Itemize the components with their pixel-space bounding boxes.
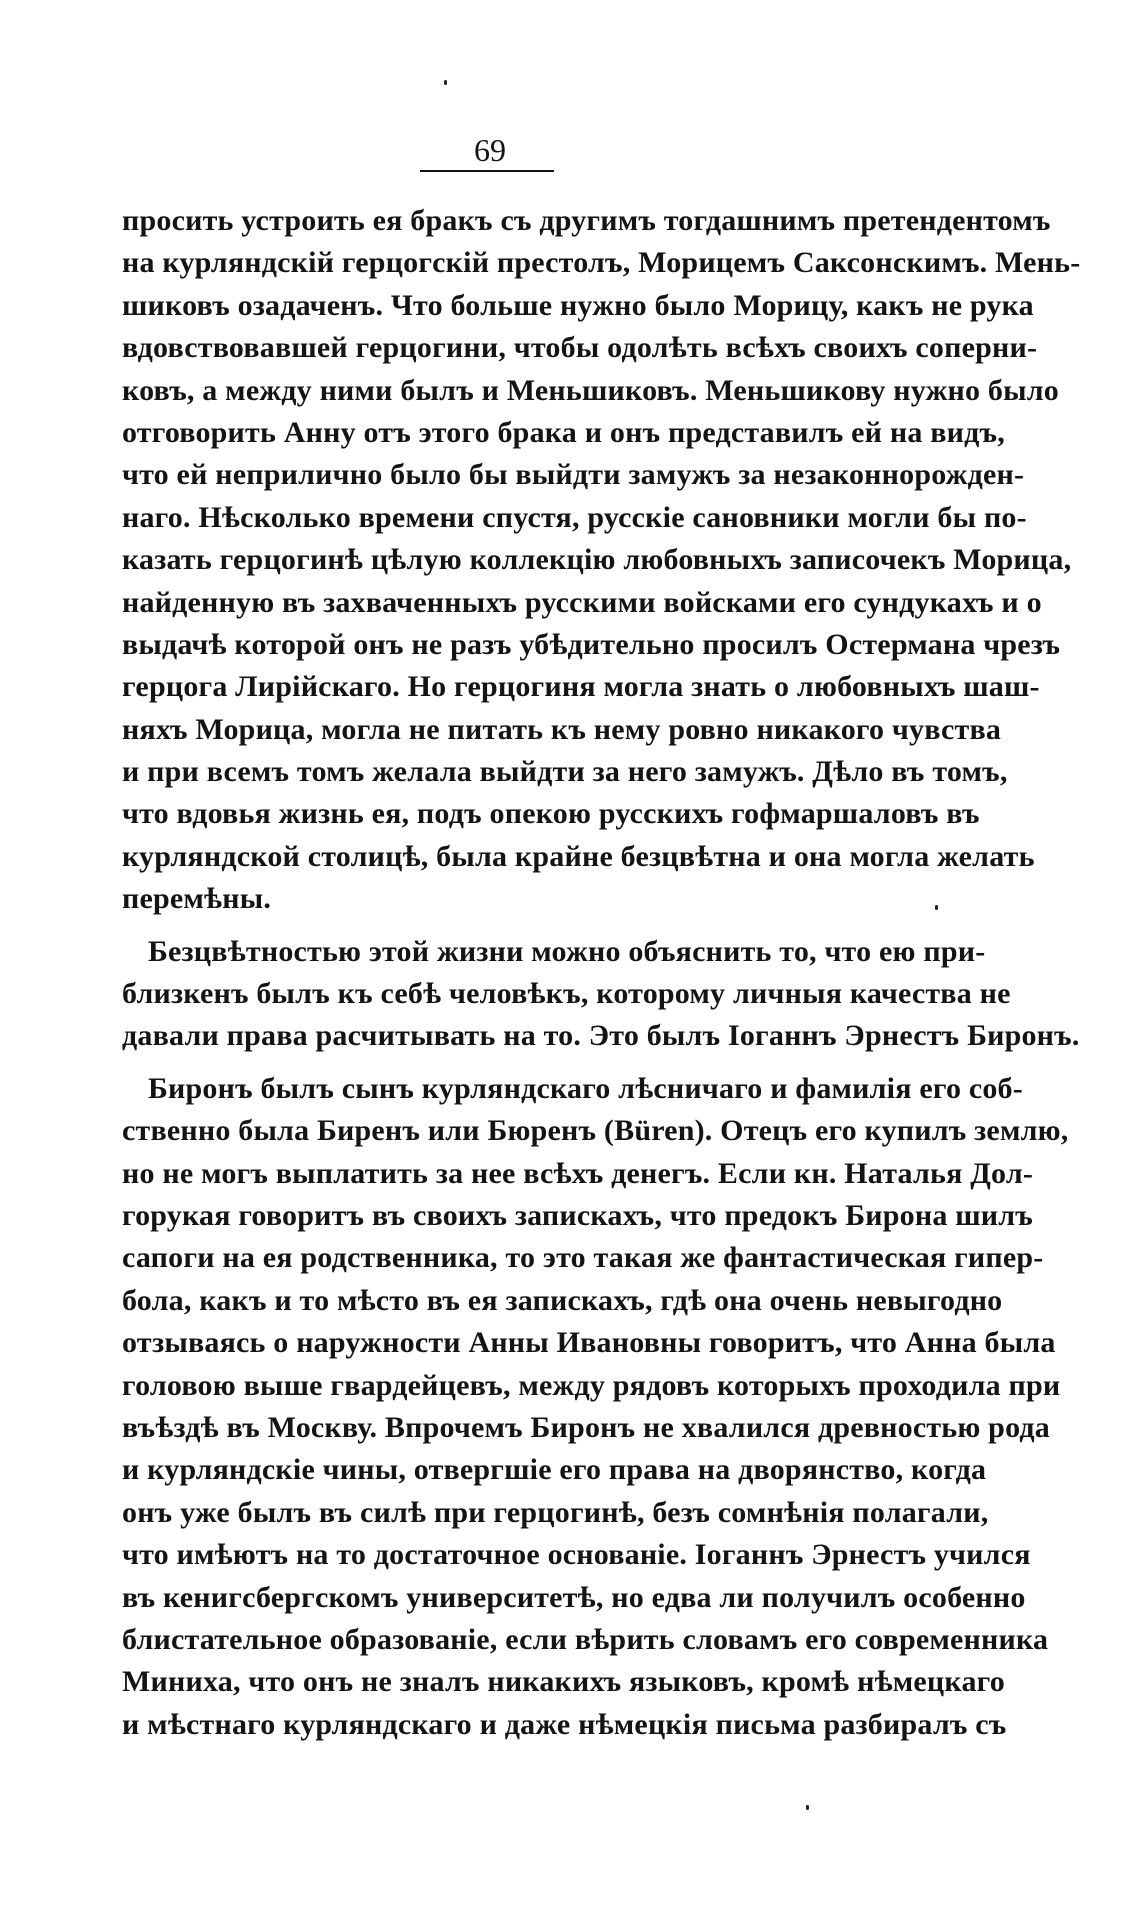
text-line: и курляндскіе чины, отвергшіе его права на дворянство, когда [122, 1453, 987, 1487]
text-line: въѣздѣ въ Москву. Впрочемъ Биронъ не хвалился древностью рода [122, 1410, 1050, 1444]
text-line: головою выше гвардейцевъ, между рядовъ которыхъ проходила при [122, 1368, 1061, 1402]
text-line: наго. Нѣсколько времени спустя, русскіе сановники могли бы по- [122, 500, 1027, 534]
text-line: что вдовья жизнь ея, подъ опекою русскихъ гофмаршаловъ въ [122, 797, 980, 831]
text-line: няхъ Морица, могла не питать къ нему ровно никакого чувства [122, 712, 1002, 746]
text-line: и при всемъ томъ желала выйдти за него замужъ. Дѣло въ томъ, [122, 755, 1008, 789]
text-line: отзываясь о наружности Анны Ивановны говоритъ, что Анна была [122, 1326, 1056, 1360]
paragraph-gap [122, 1058, 912, 1068]
text-line: блистательное образованіе, если вѣрить словамъ его современника [122, 1622, 1049, 1656]
text-line: Безцвѣтностью этой жизни можно объяснить то, что ею при- [148, 934, 986, 968]
print-speck [806, 1805, 809, 1810]
text-line: сапоги на ея родственника, то это такая же фантастическая гипер- [122, 1241, 1044, 1275]
text-line: и мѣстнаго курляндскаго и даже нѣмецкія письма разбиралъ съ [122, 1707, 1007, 1741]
text-line: вдовствовавшей герцогини, чтобы одолѣть всѣхъ своихъ соперни- [122, 331, 1038, 365]
text-line: на курляндскій герцогскій престолъ, Морицемъ Саксонскимъ. Мень- [122, 246, 1081, 280]
print-speck [935, 905, 938, 910]
text-line: что ей неприлично было бы выйдти замужъ за незаконнорожден- [122, 458, 1025, 492]
paragraph [122, 200, 1081, 921]
text-line: герцога Лирійскаго. Но герцогиня могла знать о любовныхъ шаш- [122, 670, 1040, 704]
page-number-underline [420, 170, 554, 172]
text-line: но не могъ выплатить за нее всѣхъ денегъ. Если кн. Наталья Дол- [122, 1156, 1034, 1190]
paragraph-gap [122, 921, 912, 931]
text-line: выдачѣ которой онъ не разъ убѣдительно просилъ Остермана чрезъ [122, 627, 1061, 661]
text-line: Биронъ былъ сынъ курляндскаго лѣсничаго и фамилія его соб- [148, 1071, 1023, 1105]
text-line: просить устроить ея бракъ съ другимъ тогдашнимъ претендентомъ [122, 204, 1051, 237]
text-line: ковъ, а между ними былъ и Меньшиковъ. Меньшикову нужно было [122, 373, 1059, 407]
text-line: онъ уже былъ въ силѣ при герцогинѣ, безъ сомнѣнія полагали, [122, 1495, 989, 1529]
text-line: Миниха, что онъ не зналъ никакихъ языковъ, кромѣ нѣмецкаго [122, 1665, 1005, 1699]
text-line: бола, какъ и то мѣсто въ ея запискахъ, гдѣ она очень невыгодно [122, 1283, 1003, 1317]
print-speck [444, 80, 447, 85]
page-number: 69 [474, 132, 506, 168]
text-line: курляндской столицѣ, была крайне безцвѣтна и она могла желать [122, 839, 1035, 873]
text-line: близкенъ былъ къ себѣ человѣкъ, которому личныя качества не [122, 977, 1011, 1011]
text-line: отговорить Анну отъ этого брака и онъ представилъ ей на видъ, [122, 415, 1005, 449]
text-line: давали права расчитывать на то. Это былъ Іоганнъ Эрнестъ Биронъ. [122, 1019, 1080, 1053]
text-line: найденную въ захваченныхъ русскими войсками его сундукахъ и о [122, 585, 1042, 619]
body-text [122, 200, 1081, 1746]
paragraph [122, 931, 1080, 1058]
paragraph [122, 1068, 1069, 1746]
text-line: шиковъ озадаченъ. Что больше нужно было Морицу, какъ не рука [122, 288, 1034, 322]
text-line: ственно была Биренъ или Бюренъ (Büren). Отецъ его купилъ землю, [122, 1114, 1069, 1148]
text-line: въ кенигсбергскомъ университетѣ, но едва ли получилъ особенно [122, 1580, 1026, 1614]
text-line: горукая говоритъ въ своихъ запискахъ, что предокъ Бирона шилъ [122, 1198, 1033, 1232]
text-line: что имѣютъ на то достаточное основаніе. Іоганнъ Эрнестъ учился [122, 1538, 1031, 1572]
text-line: казать герцогинѣ цѣлую коллекцію любовныхъ записочекъ Морица, [122, 543, 1072, 577]
text-line: перемѣны. [122, 882, 272, 916]
